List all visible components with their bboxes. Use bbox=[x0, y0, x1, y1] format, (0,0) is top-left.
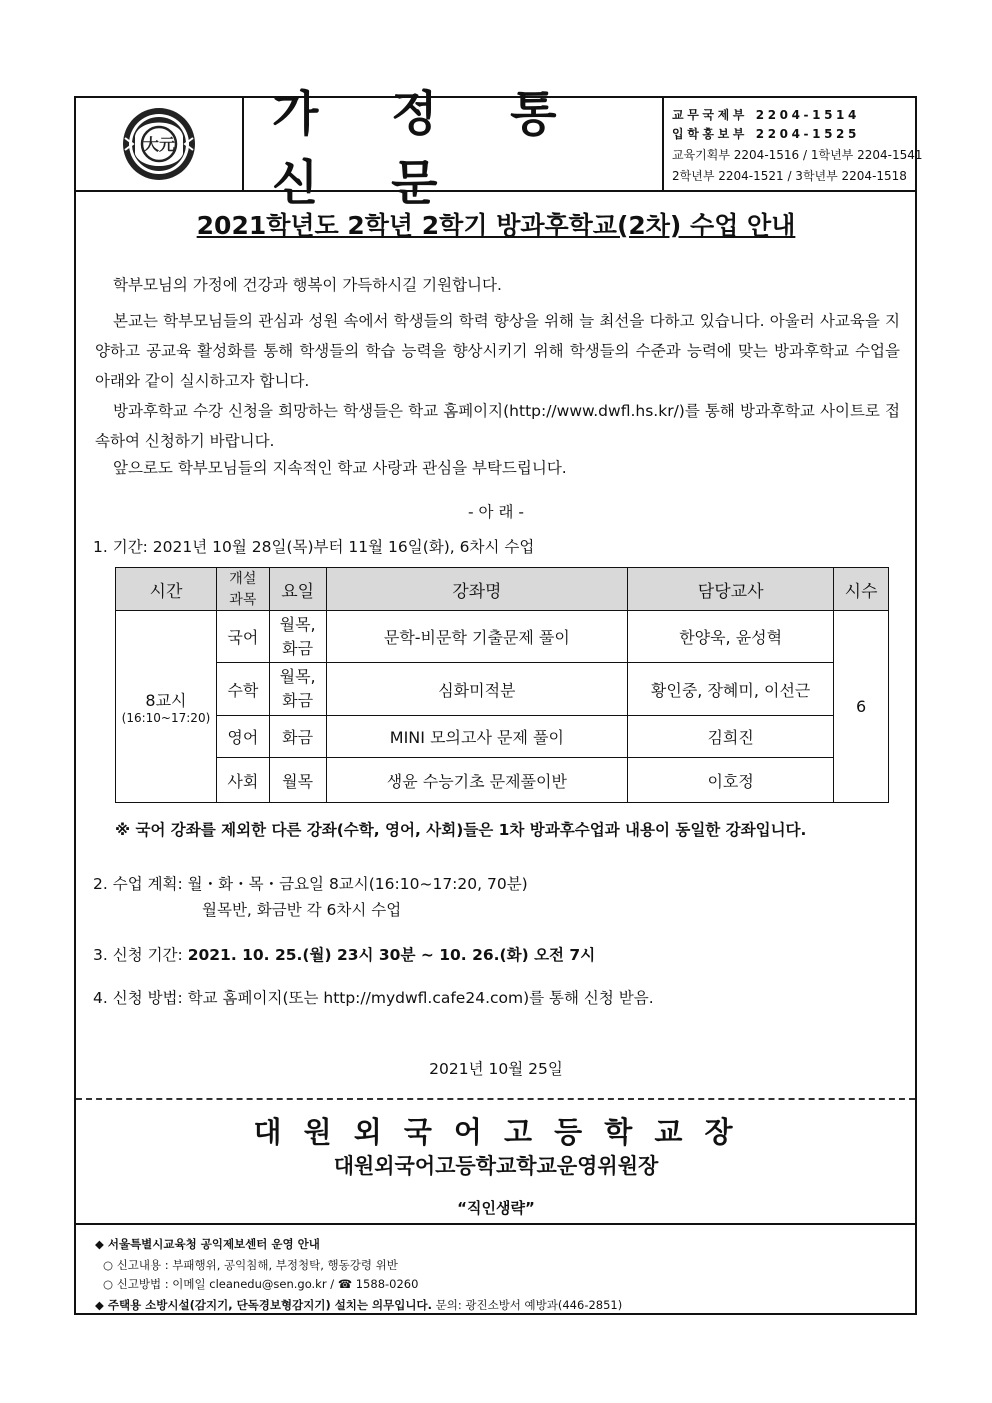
svg-text:大元: 大元 bbox=[142, 135, 176, 154]
table-row bbox=[116, 611, 889, 663]
dashed-divider bbox=[76, 1098, 915, 1100]
paragraph: 앞으로도 학부모님들의 지속적인 학교 사랑과 관심을 부탁드립니다. bbox=[113, 459, 567, 477]
course-cell: MINI 모의고사 문제 풀이 bbox=[326, 716, 628, 758]
footer-fire-notice: ◆ 주택용 소방시설(감지기, 단독경보형감지기) 설치는 의무입니다. 문의: 광진소방서 예방과(446-2851) bbox=[95, 1298, 623, 1312]
newsletter-title: 가 정 통 신 문 bbox=[272, 86, 585, 211]
committee-title: 대원외국어고등학교학교운영위원장 bbox=[333, 1154, 659, 1178]
school-emblem-icon bbox=[76, 98, 242, 190]
footer-line: ○ 신고내용 : 부패행위, 공익침해, 부정청탁, 행동강령 위반 bbox=[103, 1258, 398, 1272]
course-cell: 심화미적분 bbox=[326, 663, 628, 716]
course-cell: 문학-비문학 기출문제 풀이 bbox=[326, 611, 628, 663]
course-cell: 생윤 수능기초 문제풀이반 bbox=[326, 758, 628, 803]
header-day: 요일 bbox=[269, 568, 326, 611]
subject-cell: 사회 bbox=[216, 758, 269, 803]
day-cell: 월목, 화금 bbox=[269, 611, 326, 663]
below-marker: - 아 래 - bbox=[468, 503, 524, 521]
paragraph: 본교는 학부모님들의 관심과 성원 속에서 학생들의 학력 향상을 위해 늘 최선을 다하고 있습니다. 아울러 사교육을 지양하고 공교육 활성화를 통해 학생들의 학습 능력을 향상시키기 위해 학생들의 수준과 능력에 맞는 방과후학교 수업을 아래와 같이 실시하고자 합니다. bbox=[95, 312, 900, 390]
subject-cell: 영어 bbox=[216, 716, 269, 758]
hours-cell: 6 bbox=[834, 611, 889, 803]
header-time: 시간 bbox=[116, 568, 217, 611]
contact-cell bbox=[668, 98, 923, 190]
teacher-cell: 황인중, 장혜미, 이선근 bbox=[628, 663, 834, 716]
header-hours: 시수 bbox=[834, 568, 889, 611]
newsletter-title-cell bbox=[244, 86, 664, 211]
paragraph: 방과후학교 수강 신청을 희망하는 학생들은 학교 홈페이지(http://www.dwfl.hs.kr/)를 통해 방과후학교 사이트로 접속하여 신청하기 바랍니다. bbox=[95, 402, 900, 450]
school-logo-cell bbox=[76, 98, 244, 190]
table-row bbox=[116, 758, 889, 803]
footer-heading: ◆ 서울특별시교육청 공익제보센터 운영 안내 bbox=[95, 1237, 320, 1251]
day-cell: 월목 bbox=[269, 758, 326, 803]
day-cell: 월목, 화금 bbox=[269, 663, 326, 716]
footer-divider bbox=[76, 1223, 915, 1225]
schedule-table bbox=[115, 567, 889, 803]
table-header-row bbox=[116, 568, 889, 611]
item-apply-method: 4. 신청 방법: 학교 홈페이지(또는 http://mydwfl.cafe24.com)를 통해 신청 받음. bbox=[93, 989, 654, 1007]
contact-line: 교육기획부 2204-1516 / 1학년부 2204-1541 bbox=[672, 148, 923, 162]
contact-line: 입학홍보부 2204-1525 bbox=[672, 127, 860, 141]
paragraph: 학부모님의 가정에 건강과 행복이 가득하시길 기원합니다. bbox=[113, 276, 502, 294]
item-apply-period: 3. 신청 기간: 2021. 10. 25.(월) 23시 30분 ~ 10. 26.(화) 오전 7시 bbox=[93, 946, 596, 964]
header-teacher: 담당교사 bbox=[628, 568, 834, 611]
item-plan-detail: 월목반, 화금반 각 6차시 수업 bbox=[202, 901, 402, 919]
header-subject: 개설 과목 bbox=[216, 568, 269, 611]
document-title: 2021학년도 2학년 2학기 방과후학교(2차) 수업 안내 bbox=[196, 211, 796, 240]
item-plan: 2. 수업 계획: 월・화・목・금요일 8교시(16:10~17:20, 70분) bbox=[93, 875, 528, 893]
issue-date: 2021년 10월 25일 bbox=[429, 1060, 563, 1078]
teacher-cell: 이호정 bbox=[628, 758, 834, 803]
time-cell: 8교시 (16:10~17:20) bbox=[116, 611, 217, 803]
subject-cell: 수학 bbox=[216, 663, 269, 716]
table-row bbox=[116, 663, 889, 716]
header-course: 강좌명 bbox=[326, 568, 628, 611]
contact-line: 교무국제부 2204-1514 bbox=[672, 108, 860, 122]
item-period: 1. 기간: 2021년 10월 28일(목)부터 11월 16일(화), 6차시 수업 bbox=[93, 538, 535, 556]
table-row bbox=[116, 716, 889, 758]
teacher-cell: 한양욱, 윤성혁 bbox=[628, 611, 834, 663]
teacher-cell: 김희진 bbox=[628, 716, 834, 758]
day-cell: 화금 bbox=[269, 716, 326, 758]
footer-line: ○ 신고방법 : 이메일 cleanedu@sen.go.kr / ☎ 1588-0260 bbox=[103, 1277, 419, 1291]
contact-line: 2학년부 2204-1521 / 3학년부 2204-1518 bbox=[672, 169, 907, 183]
seal-note: “직인생략” bbox=[457, 1199, 535, 1217]
header bbox=[76, 86, 923, 211]
principal-title: 대 원 외 국 어 고 등 학 교 장 bbox=[253, 1115, 739, 1149]
subject-cell: 국어 bbox=[216, 611, 269, 663]
table-note: ※ 국어 강좌를 제외한 다른 강좌(수학, 영어, 사회)들은 1차 방과후수업과 내용이 동일한 강좌입니다. bbox=[115, 821, 807, 839]
